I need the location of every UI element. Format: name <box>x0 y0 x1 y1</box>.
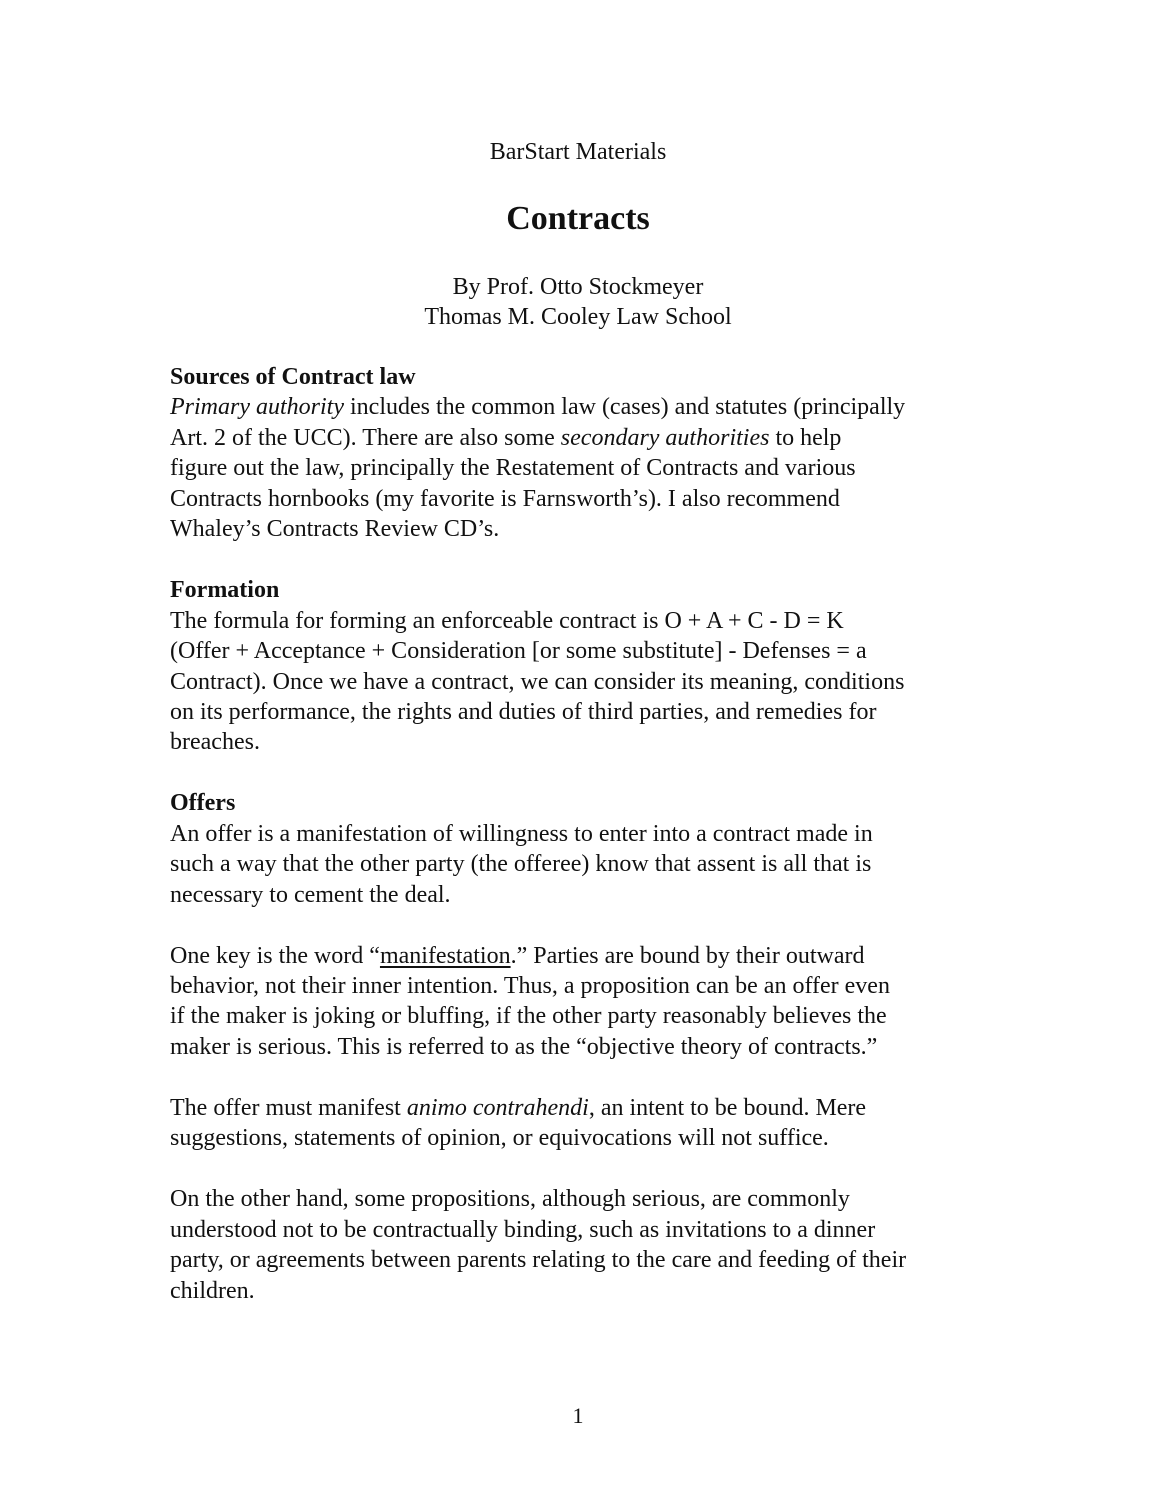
text-line: maker is serious. This is referred to as the “objective theory of contracts.” <box>170 1033 878 1060</box>
emphasis-text: animo contrahendi <box>406 1094 589 1121</box>
text-line <box>170 423 1010 453</box>
text-run: One key is the word “ <box>170 942 380 969</box>
section-heading-sources: Sources of Contract law <box>170 364 416 390</box>
section-heading-formation: Formation <box>170 577 280 604</box>
text-run: .” Parties are bound by their outward <box>510 942 865 969</box>
text-line <box>170 941 1010 971</box>
text-line: party, or agreements between parents relating to the care and feeding of their <box>170 1247 907 1274</box>
text-line: children. <box>170 1277 255 1304</box>
text-line: Whaley’s Contracts Review CD’s. <box>170 516 500 543</box>
text-line: (Offer + Acceptance + Consideration [or some substitute] - Defenses = a <box>170 638 867 665</box>
text-line: Contract). Once we have a contract, we can consider its meaning, conditions <box>170 668 905 695</box>
author-line: By Prof. Otto Stockmeyer <box>452 274 704 300</box>
text-line: necessary to cement the deal. <box>170 881 451 908</box>
paragraph-offer-definition <box>170 819 1010 910</box>
emphasis-text: Primary authority <box>170 394 344 421</box>
text-run: Art. 2 of the UCC). There are also some <box>170 424 561 451</box>
text-line: On the other hand, some propositions, although serious, are commonly <box>170 1186 850 1213</box>
text-line: The formula for forming an enforceable contract is O + A + C - D = K <box>170 607 844 634</box>
underlined-text: manifestation <box>379 942 511 969</box>
text-line: on its performance, the rights and duties of third parties, and remedies for <box>170 698 877 725</box>
paragraph-animo-contrahendi <box>170 1093 1010 1154</box>
text-run: includes the common law (cases) and statutes (principally <box>344 394 906 421</box>
page-number: 1 <box>572 1403 584 1428</box>
paragraph-formation <box>170 606 1010 758</box>
document-title: Contracts <box>506 200 650 237</box>
text-run: to help <box>769 424 842 451</box>
text-line: if the maker is joking or bluffing, if the other party reasonably believes the <box>170 1003 887 1030</box>
text-line: suggestions, statements of opinion, or equivocations will not suffice. <box>170 1125 829 1152</box>
paragraph-non-binding <box>170 1184 1010 1306</box>
text-line: behavior, not their inner intention. Thus, a proposition can be an offer even <box>170 973 890 1000</box>
document-body <box>170 362 1010 1306</box>
text-line: such a way that the other party (the offeree) know that assent is all that is <box>170 851 872 878</box>
text-line: breaches. <box>170 729 260 756</box>
text-line: figure out the law, principally the Restatement of Contracts and various <box>170 455 856 482</box>
text-run: , an intent to be bound. Mere <box>588 1094 867 1121</box>
emphasis-text: secondary authorities <box>560 424 770 451</box>
text-line: An offer is a manifestation of willingness to enter into a contract made in <box>170 820 873 847</box>
paragraph-manifestation <box>170 941 1010 1063</box>
text-line: understood not to be contractually binding, such as invitations to a dinner <box>170 1216 876 1243</box>
section-heading-offers: Offers <box>170 790 236 817</box>
paragraph-sources <box>170 392 1010 544</box>
text-line: Contracts hornbooks (my favorite is Farnsworth’s). I also recommend <box>170 485 840 512</box>
series-label: BarStart Materials <box>489 139 667 165</box>
text-line <box>170 392 1010 422</box>
text-run: The offer must manifest <box>170 1094 407 1121</box>
school-line: Thomas M. Cooley Law School <box>424 304 732 330</box>
text-line <box>170 1093 1010 1123</box>
